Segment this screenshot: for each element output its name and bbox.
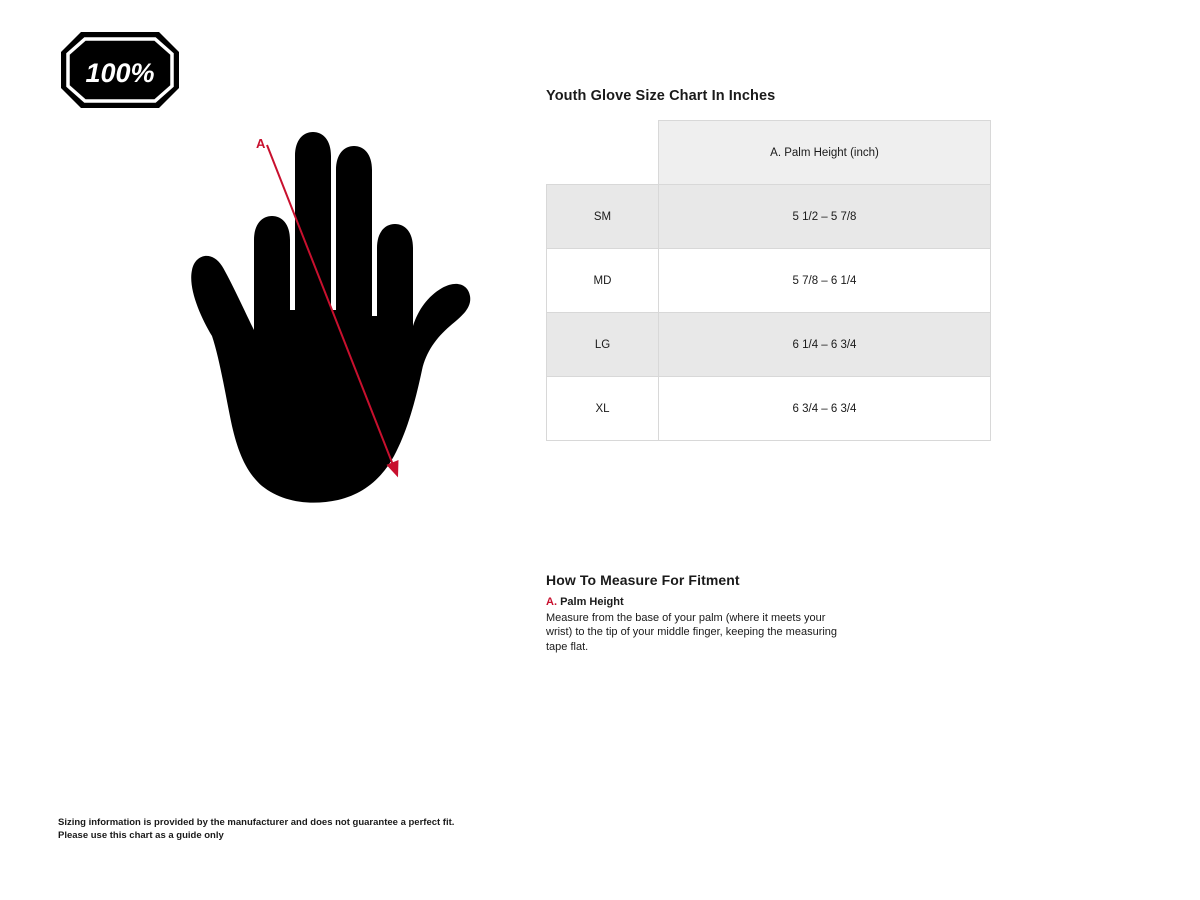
cell-size: LG	[547, 313, 659, 377]
column-header-palm-height: A. Palm Height (inch)	[659, 121, 991, 185]
table-row	[547, 377, 991, 441]
cell-palm-height: 6 3/4 – 6 3/4	[659, 377, 991, 441]
measure-label-a: A	[256, 136, 266, 151]
size-chart-section	[546, 88, 992, 441]
disclaimer-line-1: Sizing information is provided by the manufacturer and does not guarantee a perfect fit.	[58, 817, 455, 828]
table-row	[547, 249, 991, 313]
measure-marker: A.	[546, 596, 557, 608]
how-to-measure-heading: How To Measure For Fitment	[546, 572, 740, 588]
table-corner-cell	[547, 121, 659, 185]
cell-palm-height: 6 1/4 – 6 3/4	[659, 313, 991, 377]
cell-size: MD	[547, 249, 659, 313]
size-chart-table	[546, 120, 991, 441]
hand-silhouette	[191, 132, 470, 503]
glove-measurement-diagram	[150, 120, 550, 520]
cell-palm-height: 5 1/2 – 5 7/8	[659, 185, 991, 249]
hundred-percent-logo	[59, 30, 181, 110]
cell-size: SM	[547, 185, 659, 249]
table-row	[547, 185, 991, 249]
how-to-measure-section	[546, 572, 866, 654]
cell-size: XL	[547, 377, 659, 441]
measure-item-title: Palm Height	[560, 596, 624, 608]
disclaimer-line-2: Please use this chart as a guide only	[58, 829, 224, 841]
chart-title: Youth Glove Size Chart In Inches	[546, 88, 776, 104]
table-header-row	[547, 121, 991, 185]
cell-palm-height: 5 7/8 – 6 1/4	[659, 249, 991, 313]
svg-text:100%: 100%	[85, 58, 155, 88]
disclaimer	[58, 817, 454, 842]
measure-description: Measure from the base of your palm (where it meets your wrist) to the tip of your middle finger, keeping the measuring tape flat.	[546, 612, 838, 653]
measure-item-title-row	[546, 596, 866, 608]
table-row	[547, 313, 991, 377]
